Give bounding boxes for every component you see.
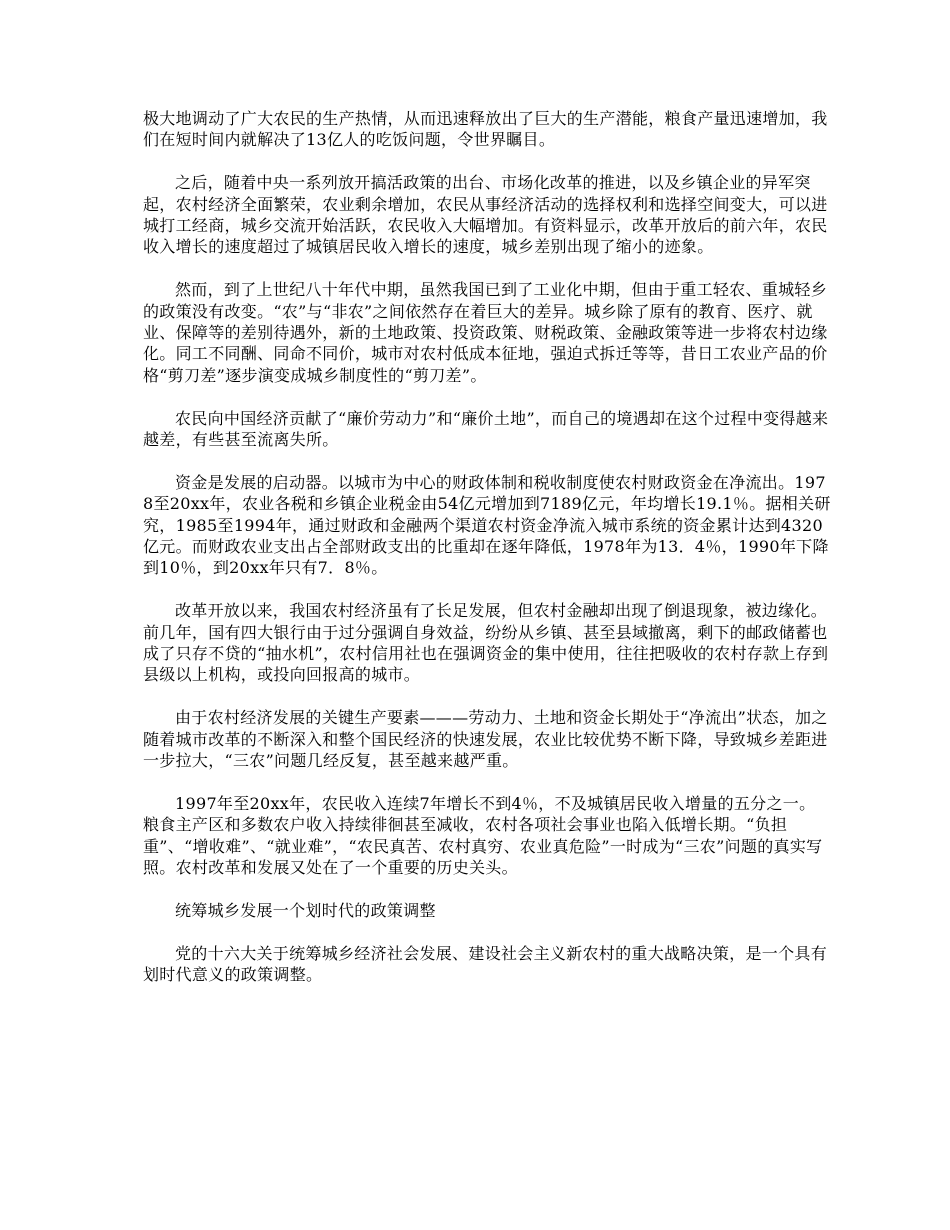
paragraph-6: 改革开放以来，我国农村经济虽有了长足发展，但农村金融却出现了倒退现象，被边缘化。前几年，国有四大银行由于过分强调自身效益，纷纷从乡镇、甚至县域撤离，剩下的邮政储蓄也成了只存不贷的“抽水机”，农村信用社也在强调资金的集中使用，往往把吸收的农村存款上存到县级以上机构，或投向回报高的城市。: [143, 601, 829, 685]
paragraph-5: 资金是发展的启动器。以城市为中心的财政体制和税收制度使农村财政资金在净流出。1978至20xx年，农业各税和乡镇企业税金由54亿元增加到7189亿元，年均增长19.1％。据相关研究，1985至1994年，通过财政和金融两个渠道农村资金净流入城市系统的资金累计达到4320亿元。而财政农业支出占全部财政支出的比重却在逐年降低，1978年为13．4％，1990年下降到10％，到20xx年只有7．8％。: [143, 472, 831, 578]
paragraph-3: 然而，到了上世纪八十年代中期，虽然我国已到了工业化中期，但由于重工轻农、重城轻乡的政策没有改变。“农”与“非农”之间依然存在着巨大的差异。城乡除了原有的教育、医疗、就业、保障等的差别待遇外，新的土地政策、投资政策、财税政策、金融政策等进一步将农村边缘化。同工不同酬、同命不同价，城市对农村低成本征地，强迫式拆迁等等，昔日工农业产品的价格“剪刀差”逐步演变成城乡制度性的“剪刀差”。: [143, 280, 828, 385]
closing-paragraph: 党的十六大关于统筹城乡经济社会发展、建设社会主义新农村的重大战略决策，是一个具有划时代意义的政策调整。: [143, 943, 828, 985]
paragraph-7: 由于农村经济发展的关键生产要素———劳动力、土地和资金长期处于“净流出”状态，加之随着城市改革的不断深入和整个国民经济的快速发展，农业比较优势不断下降，导致城乡差距进一步拉大，“三农”问题几经反复，甚至越来越严重。: [143, 708, 828, 771]
paragraph-4: 农民向中国经济贡献了“廉价劳动力”和“廉价土地”，而自己的境遇却在这个过程中变得越来越差，有些甚至流离失所。: [143, 408, 829, 450]
paragraph-1: 极大地调动了广大农民的生产热情，从而迅速释放出了巨大的生产潜能，粮食产量迅速增加，我们在短时间内就解决了13亿人的吃饭问题，令世界瞩目。: [143, 109, 828, 150]
section-heading: 统筹城乡发展一个划时代的政策调整: [175, 900, 436, 920]
paragraph-8: 1997年至20xx年，农民收入连续7年增长不到4％，不及城镇居民收入增量的五分之一。粮食主产区和多数农户收入持续徘徊甚至减收，农村各项社会事业也陷入低增长期。“负担重”、“增收难”、“就业难”，“农民真苦、农村真穷、农业真危险”一时成为“三农”问题的真实写照。农村改革和发展又处在了一个重要的历史关头。: [143, 793, 823, 878]
paragraph-2: 之后，随着中央一系列放开搞活政策的出台、市场化改革的推进，以及乡镇企业的异军突起，农村经济全面繁荣，农业剩余增加，农民从事经济活动的选择权利和选择空间变大，可以进城打工经商，城乡交流开始活跃，农民收入大幅增加。有资料显示，改革开放后的前六年，农民收入增长的速度超过了城镇居民收入增长的速度，城乡差别出现了缩小的迹象。: [143, 173, 828, 257]
document-body: [143, 108, 831, 1007]
